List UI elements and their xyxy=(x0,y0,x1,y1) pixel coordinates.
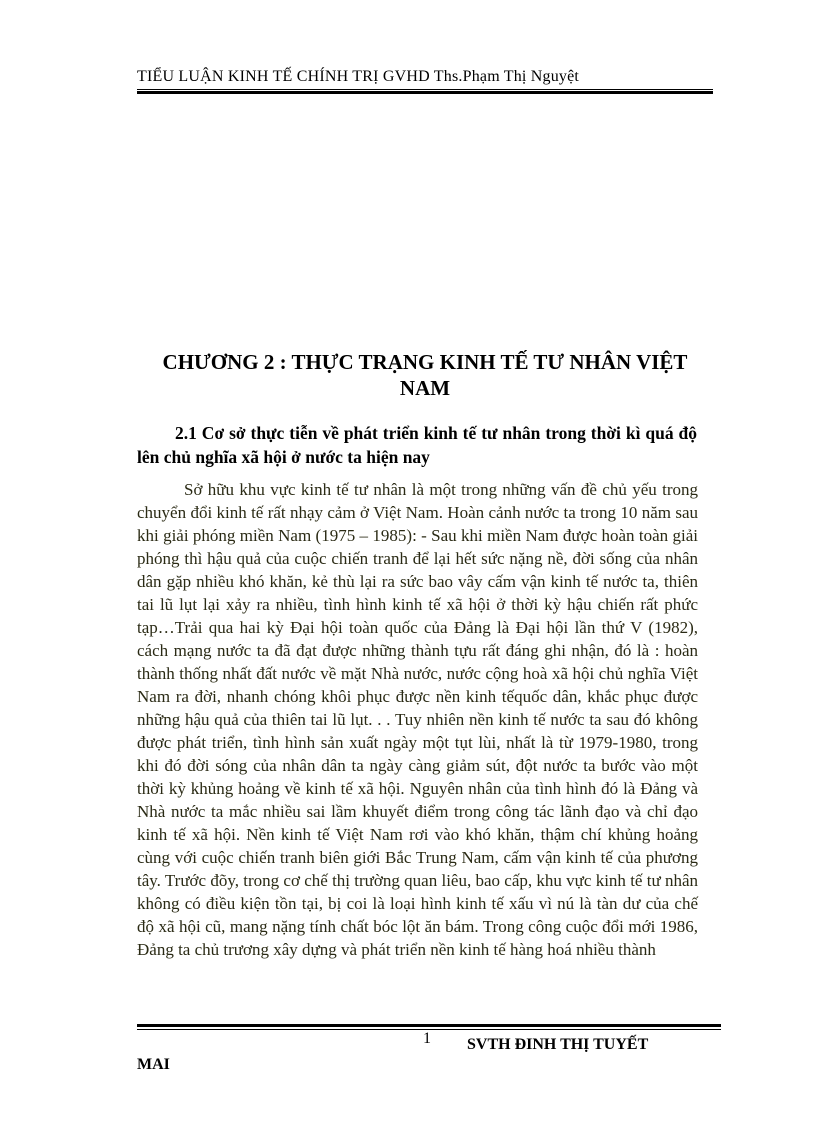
body-paragraph: Sở hữu khu vực kinh tế tư nhân là một trong những vấn đề chủ yếu trong chuyển đổi kinh tế rất nhạy cảm ở Việt Nam. Hoàn cảnh nước ta trong 10 năm sau khi giải phóng miền Nam (1975 – 1985): - Sau khi miền Nam được hoàn toàn giải phóng thì hậu quả của cuộc chiến tranh để lại hết sức nặng nề, đời sống của nhân dân gặp nhiều khó khăn, kẻ thù lại ra sức bao vây cấm vận kinh tế nước ta, thiên tai lũ lụt lại xảy ra nhiều, tình hình kinh tế xã hội ở thời kỳ hậu chiến rất phức tạp…Trải qua hai kỳ Đại hội toàn quốc của Đảng là Đại hội lần thứ V (1982), cách mạng nước ta đã đạt được những thành tựu rất đáng ghi nhận, đó là : hoàn thành thống nhất đất nước về mặt Nhà nước, nước cộng hoà xã hội chủ nghĩa Việt Nam ra đời, nhanh chóng khôi phục được nền kinh tếquốc dân, khắc phục được những hậu quả của thiên tai lũ lụt. . . Tuy nhiên nền kinh tế nước ta sau đó không được phát triển, tình hình sản xuất ngày một tụt lùi, nhất là từ 1979-1980, trong khi đó đời sóng của nhân dân ta ngày càng giảm sút, đột nước ta bước vào một thời kỳ khủng hoảng về kinh tế xã hội. Nguyên nhân của tình hình đó là Đảng và Nhà nước ta mắc nhiều sai lầm khuyết điểm trong công tác lãnh đạo và chỉ đạo kinh tế xã hội. Nền kinh tế Việt Nam rơi vào khó khăn, thậm chí khủng hoảng cùng với cuộc chiến tranh biên giới Bắc Trung Nam, cấm vận kinh tế của phương tây. Trước đõy, trong cơ chế thị trường quan liêu, bao cấp, khu vực kinh tế tư nhân không có điều kiện tồn tại, bị coi là loại hình kinh tế xấu vì nú là tàn dư của chế độ xã hội cũ, mang nặng tính chất bóc lột ăn bám. Trong công cuộc đổi mới 1986, Đảng ta chủ trương xây dựng và phát triển nền kinh tế hàng hoá nhiều thành xyxy=(137,480,703,959)
running-header: TIỂU LUẬN KINH TẾ CHÍNH TRỊ GVHD Ths.Phạm Thị Nguyệt xyxy=(137,68,580,85)
footer-author-continued: MAI xyxy=(137,1056,170,1073)
header-rule-thick xyxy=(137,91,713,94)
page-number: 1 xyxy=(423,1030,431,1047)
header-rule-thin xyxy=(137,89,713,90)
footer-rule-thick xyxy=(137,1024,721,1027)
chapter-title: CHƯƠNG 2 : THỰC TRẠNG KINH TẾ TƯ NHÂN VIỆT NAM xyxy=(162,350,688,400)
section-heading: 2.1 Cơ sở thực tiễn về phát triển kinh tế tư nhân trong thời kì quá độ lên chủ nghĩa xã hội ở nước ta hiện nay xyxy=(137,423,697,467)
footer-author: SVTH ĐINH THỊ TUYẾT xyxy=(467,1036,649,1053)
